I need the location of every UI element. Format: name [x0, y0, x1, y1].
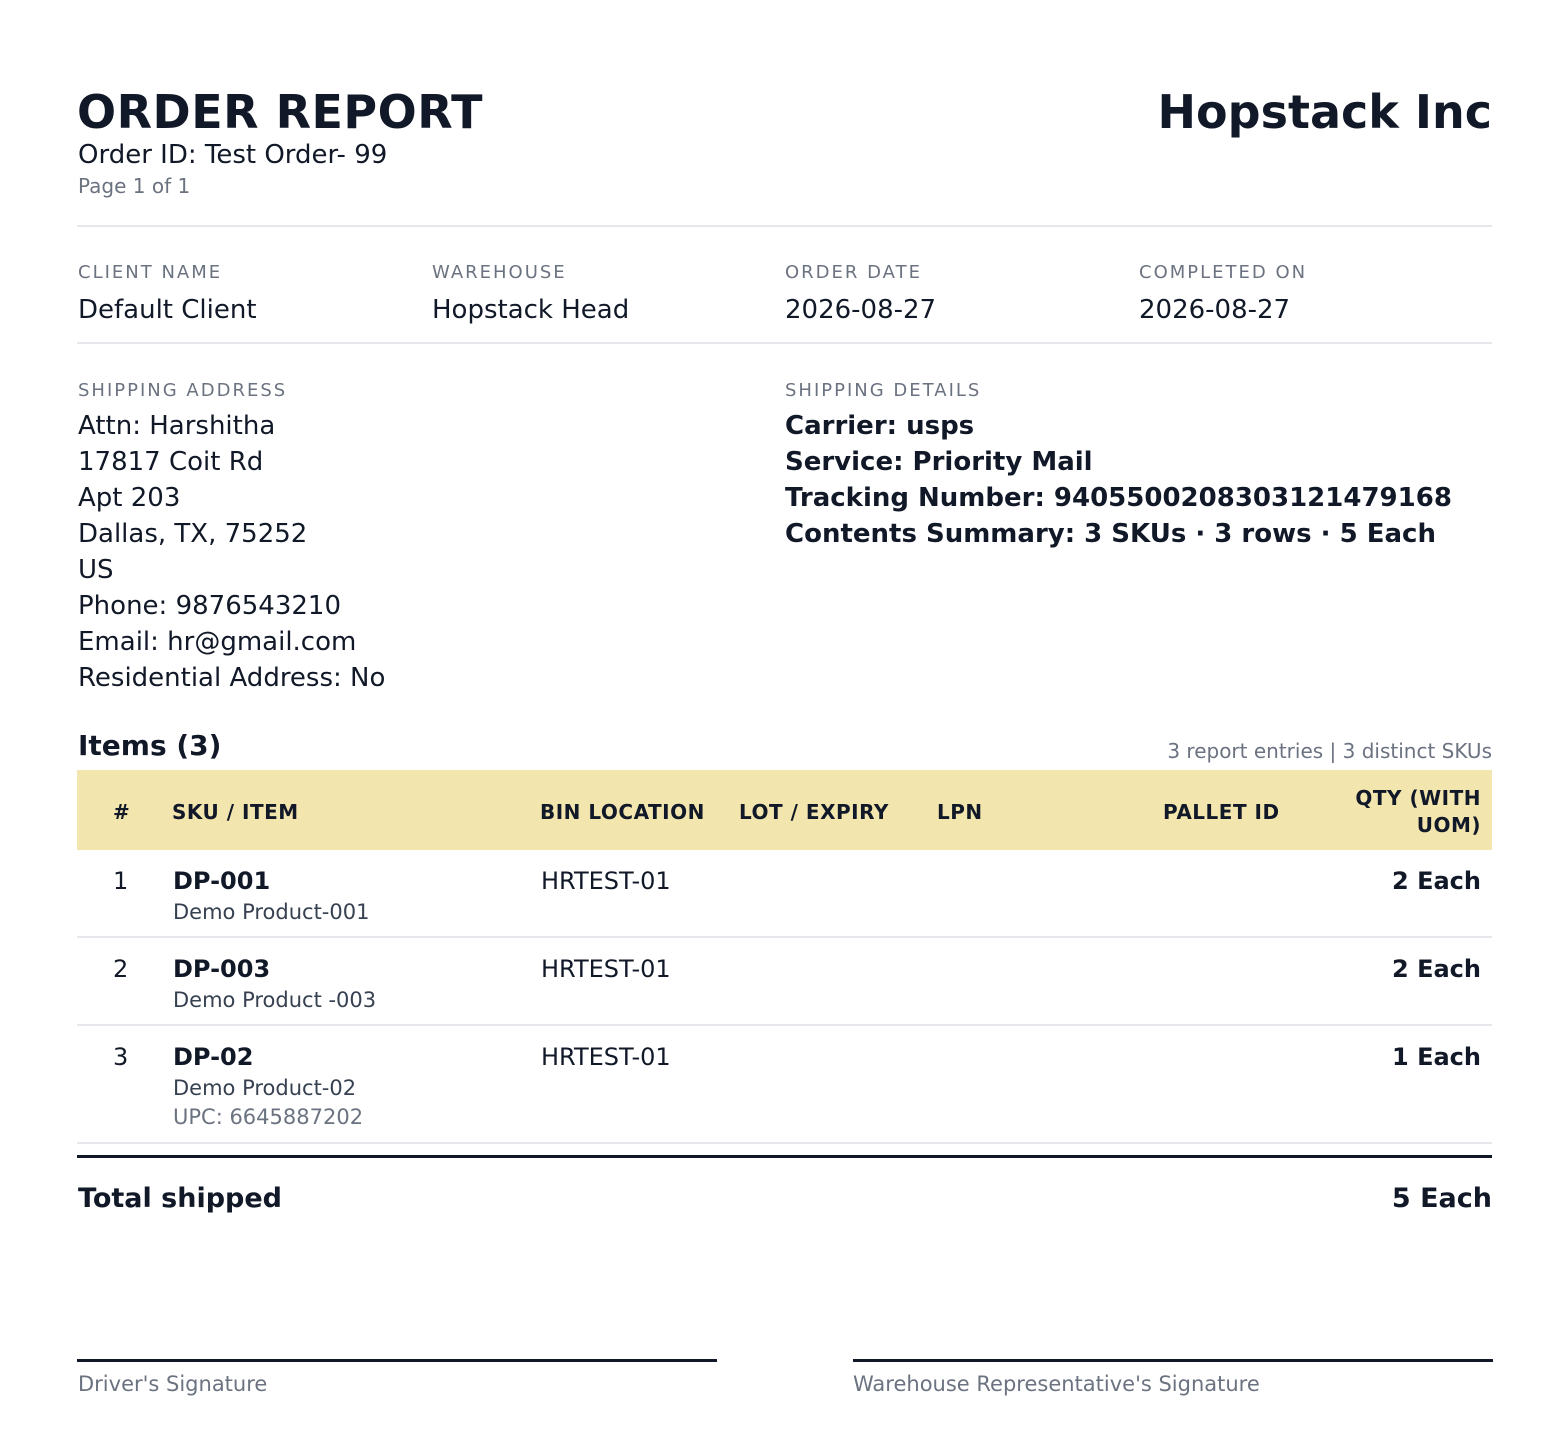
shipping-details-lines — [785, 408, 1452, 552]
row-qty: 2 Each — [1392, 867, 1481, 895]
table-row — [77, 850, 1492, 938]
warehouse-signature-label: Warehouse Representative's Signature — [853, 1372, 1260, 1396]
meta-label: CLIENT NAME — [78, 262, 223, 283]
row-upc: UPC: 6645887202 — [173, 1105, 364, 1129]
address-line: US — [78, 555, 114, 585]
column-header-lpn: LPN — [937, 800, 983, 824]
row-item-name: Demo Product-02 — [173, 1076, 357, 1100]
company-name: Hopstack Inc — [1157, 85, 1492, 139]
row-sku: DP-001 — [173, 867, 271, 895]
shipping-address-lines — [78, 408, 385, 696]
warehouse-signature-line — [853, 1359, 1493, 1362]
header-divider — [77, 225, 1492, 227]
row-sku: DP-003 — [173, 955, 271, 983]
meta-value: 2026-08-27 — [1139, 295, 1291, 325]
table-row — [77, 938, 1492, 1026]
row-bin-location: HRTEST-01 — [541, 955, 671, 983]
shipping-details — [785, 380, 1452, 552]
driver-signature-line — [77, 1359, 717, 1362]
address-line: Dallas, TX, 75252 — [78, 519, 308, 549]
address-line: Attn: Harshitha — [78, 411, 276, 441]
column-header-sku: SKU / ITEM — [172, 800, 299, 824]
table-row — [77, 1026, 1492, 1144]
row-item-name: Demo Product -003 — [173, 988, 377, 1012]
items-summary: 3 report entries | 3 distinct SKUs — [1167, 739, 1492, 763]
items-title: Items (3) — [78, 729, 222, 762]
order-id: Order ID: Test Order- 99 — [78, 140, 388, 170]
carrier: Carrier: usps — [785, 411, 975, 441]
tracking-number: Tracking Number: 9405500208303121479168 — [785, 483, 1452, 513]
meta-value: Hopstack Head — [432, 295, 630, 325]
page-number: Page 1 of 1 — [78, 174, 191, 198]
row-bin-location: HRTEST-01 — [541, 867, 671, 895]
meta-warehouse — [432, 262, 629, 326]
meta-value: Default Client — [78, 295, 257, 325]
column-header-pallet-id: PALLET ID — [1163, 800, 1280, 824]
contents-summary: Contents Summary: 3 SKUs · 3 rows · 5 Each — [785, 519, 1436, 549]
meta-label: COMPLETED ON — [1139, 262, 1308, 283]
meta-value: 2026-08-27 — [785, 295, 937, 325]
column-header-lot-expiry: LOT / EXPIRY — [739, 800, 889, 824]
meta-client-name — [78, 262, 257, 326]
address-line: 17817 Coit Rd — [78, 447, 264, 477]
shipping-details-label: SHIPPING DETAILS — [785, 380, 982, 401]
driver-signature-label: Driver's Signature — [78, 1372, 268, 1396]
meta-label: WAREHOUSE — [432, 262, 567, 283]
report-title: ORDER REPORT — [77, 85, 483, 139]
meta-order-date — [785, 262, 936, 326]
meta-divider — [77, 342, 1492, 344]
meta-label: ORDER DATE — [785, 262, 922, 283]
column-header-bin-location: BIN LOCATION — [540, 800, 705, 824]
total-shipped-label: Total shipped — [78, 1183, 283, 1214]
address-line: Residential Address: No — [78, 663, 386, 693]
row-bin-location: HRTEST-01 — [541, 1043, 671, 1071]
row-item-name: Demo Product-001 — [173, 900, 370, 924]
service: Service: Priority Mail — [785, 447, 1093, 477]
row-number: 1 — [113, 867, 129, 895]
meta-completed-on — [1139, 262, 1307, 326]
shipping-address-label: SHIPPING ADDRESS — [78, 380, 288, 401]
row-qty: 1 Each — [1392, 1043, 1481, 1071]
items-table-header — [77, 770, 1492, 850]
row-qty: 2 Each — [1392, 955, 1481, 983]
column-header-number: # — [113, 800, 131, 824]
total-shipped-value: 5 Each — [1391, 1183, 1492, 1214]
row-sku: DP-02 — [173, 1043, 254, 1071]
total-divider — [77, 1155, 1492, 1158]
address-line: Phone: 9876543210 — [78, 591, 341, 621]
row-number: 3 — [113, 1043, 129, 1071]
address-line: Email: hr@gmail.com — [78, 627, 357, 657]
shipping-address — [78, 380, 385, 696]
row-number: 2 — [113, 955, 129, 983]
address-line: Apt 203 — [78, 483, 181, 513]
column-header-qty: QTY (WITH UOM) — [1355, 786, 1481, 837]
